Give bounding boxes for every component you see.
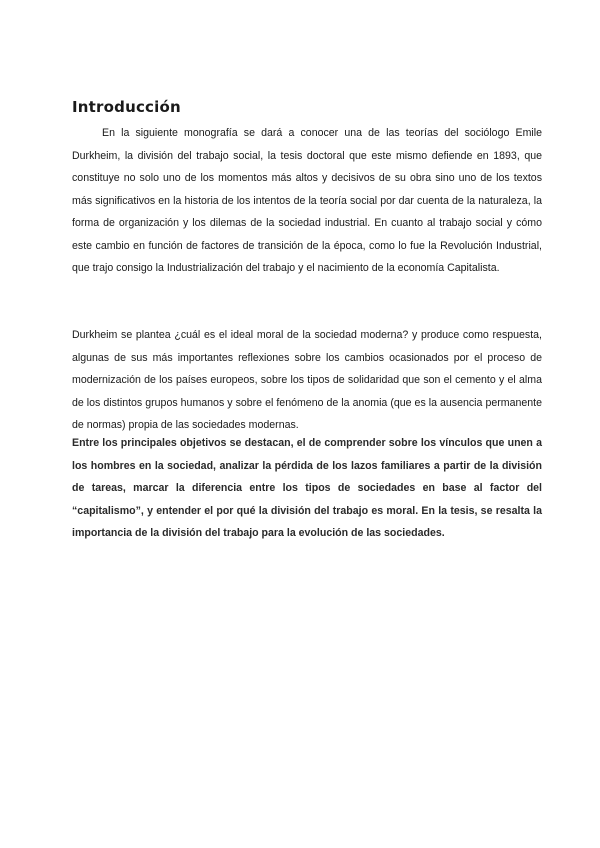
section-heading: Introducción [72, 98, 181, 116]
paragraph-3 [72, 432, 542, 545]
paragraph-text: Durkheim se plantea ¿cuál es el ideal moral de la sociedad moderna? y produce como respuesta, algunas de sus más importantes reflexiones sobre los cambios ocasionados por el proceso de modernización de los países europeos, sobre los tipos de solidaridad que son el cemento y el alma de los distintos grupos humanos y sobre el fenómeno de la anomia (que es la ausencia permanente de normas) propia de las sociedades modernas. [72, 329, 542, 431]
paragraph-text: En la siguiente monografía se dará a conocer una de las teorías del sociólogo Emile Durkheim, la división del trabajo social, la tesis doctoral que este mismo defiende en 1893, que constituye no solo uno de los momentos más altos y decisivos de su obra sino uno de los textos más significativos en la historia de los intentos de la teoría social por dar cuenta de la naturaleza, la forma de organización y los dilemas de la sociedad industrial. En cuanto al trabajo social y cómo este cambio en función de factores de transición de la época, como lo fue la Revolución Industrial, que trajo consigo la Industrialización del trabajo y el nacimiento de la economía Capitalista. [72, 127, 542, 274]
paragraph-1 [72, 122, 542, 280]
paragraph-2 [72, 324, 542, 437]
paragraph-text: Entre los principales objetivos se destacan, el de comprender sobre los vínculos que unen a los hombres en la sociedad, analizar la pérdida de los lazos familiares a partir de la división de tareas, marcar la diferencia entre los tipos de sociedades en base al factor del “capitalismo”, y entender el por qué la división del trabajo es moral. En la tesis, se resalta la importancia de la división del trabajo para la evolución de las sociedades. [72, 437, 542, 539]
